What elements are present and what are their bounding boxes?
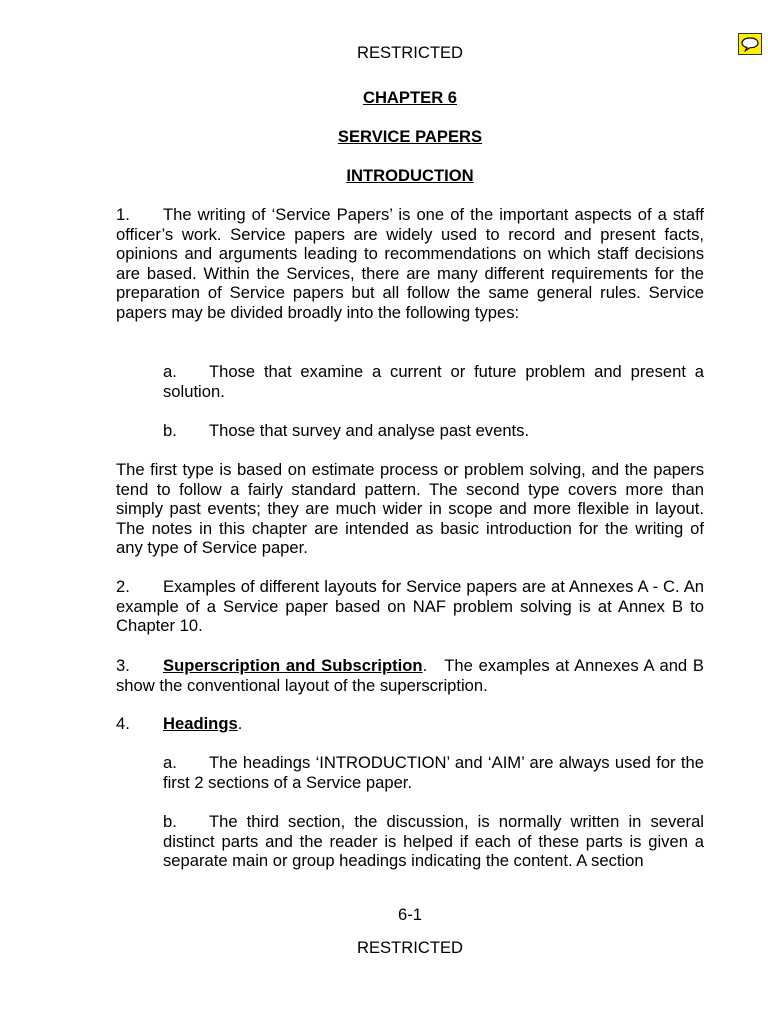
subparagraph-text: Those that examine a current or future problem and present a solution. <box>163 362 704 401</box>
paragraph-4: 4. Headings. <box>116 714 243 733</box>
subparagraph-1a <box>163 362 704 401</box>
paragraph-number: 3. <box>116 656 130 675</box>
section-heading: INTRODUCTION <box>346 166 474 185</box>
paragraph-heading: Headings <box>163 714 238 733</box>
subparagraph-letter: b. <box>163 421 177 440</box>
subparagraph-letter: a. <box>163 753 177 772</box>
footer-classification: RESTRICTED <box>356 938 464 957</box>
paragraph-1 <box>116 205 704 323</box>
subparagraph-letter: b. <box>163 812 177 831</box>
subparagraph-1b <box>163 421 704 441</box>
chapter-heading: CHAPTER 6 <box>362 88 458 107</box>
paragraph-number: 4. <box>116 714 130 733</box>
subparagraph-text: The headings ‘INTRODUCTION’ and ‘AIM’ are always used for the first 2 sections of a Service paper. <box>163 753 704 792</box>
paragraph-number: 2. <box>116 577 130 596</box>
subparagraph-4b <box>163 812 704 871</box>
paragraph-heading: Superscription and Subscription <box>163 656 423 675</box>
paragraph-number: 1. <box>116 205 130 224</box>
page-title: SERVICE PAPERS <box>337 127 483 146</box>
subparagraph-text: The third section, the discussion, is normally written in several distinct parts and the reader is helped if each of these parts is given a separate main or group headings indicating the content. A section <box>163 812 704 871</box>
subparagraph-4a <box>163 753 704 792</box>
paragraph-text: The examples at Annexes A and B show the conventional layout of the superscription. <box>116 656 705 695</box>
header-classification: RESTRICTED <box>356 43 464 62</box>
paragraph-3: 3. Superscription and Subscription. The examples at Annexes A and B show the conventional layout of the superscription. <box>116 656 705 695</box>
paragraph-1-continued: The first type is based on estimate process or problem solving, and the papers tend to follow a fairly standard pattern. The second type covers more than simply past events; they are much wider in scope and more flexible in layout. The notes in this chapter are intended as basic introduction for the writing of any type of Service paper. <box>116 460 704 558</box>
paragraph-2 <box>116 577 704 636</box>
subparagraph-letter: a. <box>163 362 177 381</box>
page-number: 6-1 <box>398 905 422 924</box>
subparagraph-text: Those that survey and analyse past events. <box>209 421 530 440</box>
paragraph-text: Examples of different layouts for Service papers are at Annexes A - C. An example of a Service paper based on NAF problem solving is at Annex B to Chapter 10. <box>116 577 704 636</box>
paragraph-text: The writing of ‘Service Papers’ is one of the important aspects of a staff officer’s work. Service papers are widely used to record and present facts, opinions and arguments leading to recommendations on which staff decisions are based. Within the Services, there are many different requirements for the preparation of Service papers but all follow the same general rules. Service papers may be divided broadly into the following types: <box>116 205 704 322</box>
